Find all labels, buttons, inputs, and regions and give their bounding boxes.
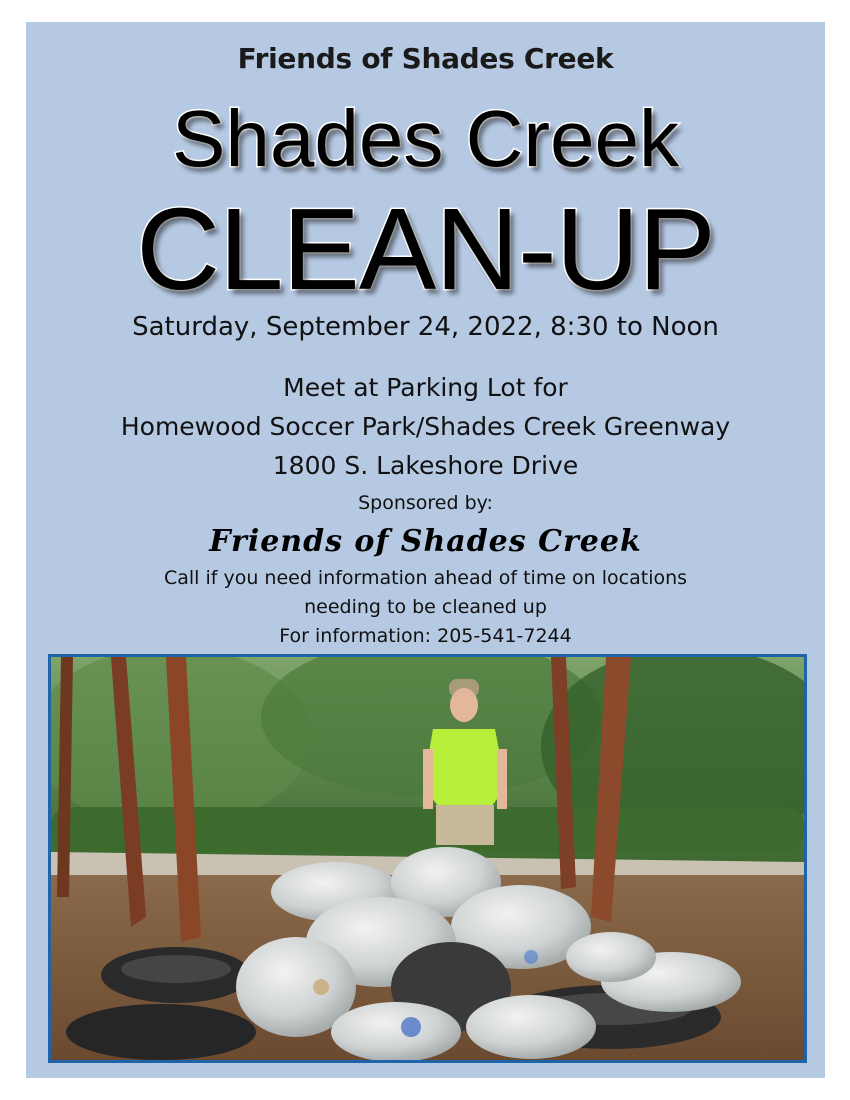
info-block <box>26 564 825 651</box>
flyer <box>26 22 825 1078</box>
meet-line-2: Homewood Soccer Park/Shades Creek Greenway <box>120 412 731 441</box>
meeting-location <box>26 368 825 485</box>
title-line-2: CLEAN-UP <box>136 184 715 314</box>
title-line-1: Shades Creek <box>172 94 679 183</box>
organization-header: Friends of Shades Creek <box>237 42 614 75</box>
event-date: Saturday, September 24, 2022, 8:30 to Noon <box>132 312 719 342</box>
cleanup-photo <box>48 654 807 1063</box>
meet-address: 1800 S. Lakeshore Drive <box>272 451 579 480</box>
sponsored-label: Sponsored by: <box>358 492 493 514</box>
meet-line-1: Meet at Parking Lot for <box>283 373 568 402</box>
sponsor-name: Friends of Shades Creek <box>209 524 642 559</box>
phone-line: For information: 205-541-7244 <box>279 625 572 647</box>
info-line-1: Call if you need information ahead of time on locations <box>163 567 688 589</box>
info-line-2: needing to be cleaned up <box>304 596 547 618</box>
